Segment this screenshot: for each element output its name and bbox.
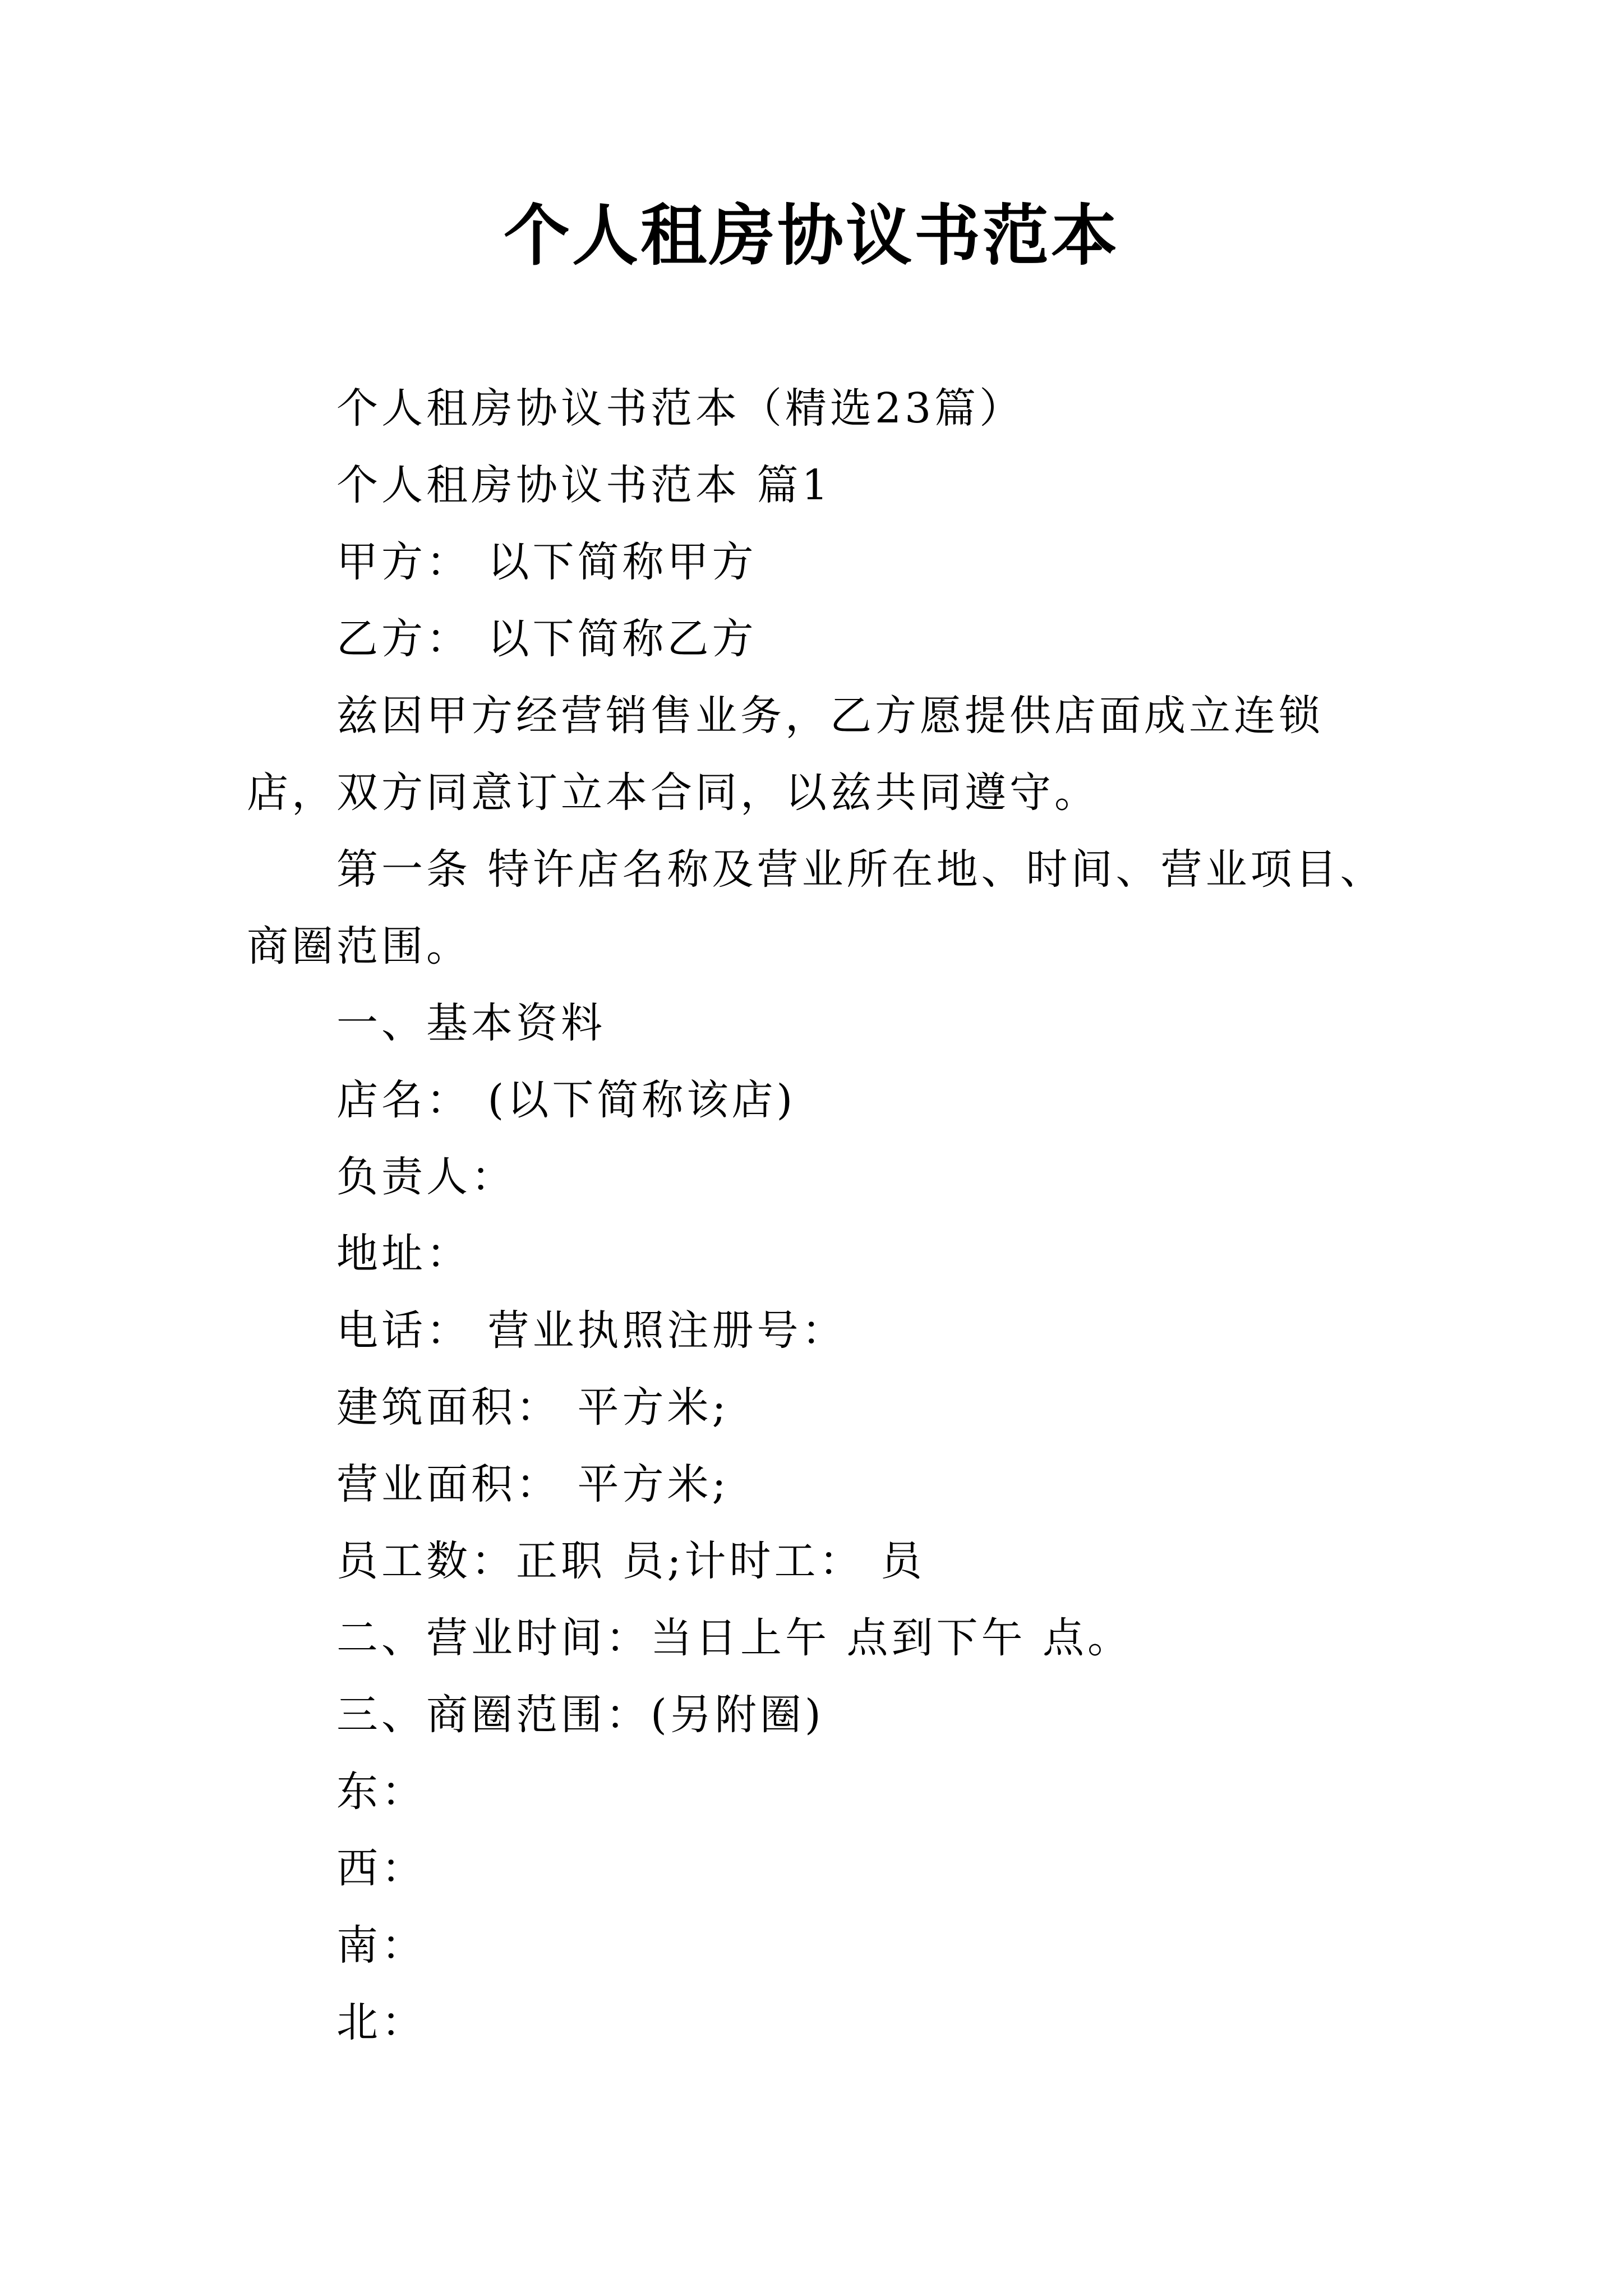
paragraph-basic-info-heading: 一、基本资料: [336, 999, 606, 1047]
paragraph-staff-count: 员工数：正职 员;计时工： 员: [336, 1537, 925, 1585]
paragraph-manager: 负责人：: [336, 1153, 516, 1201]
paragraph-store-name: 店名： (以下简称该店): [336, 1076, 796, 1124]
paragraph-party-b: 乙方： 以下简称乙方: [336, 615, 757, 663]
paragraph-party-a: 甲方： 以下简称甲方: [336, 538, 757, 586]
paragraph-trade-area: 三、商圈范围：(另附圈): [336, 1691, 824, 1739]
paragraph-subtitle: 个人租房协议书范本（精选23篇）: [336, 384, 1025, 432]
paragraph-east: 东：: [336, 1768, 426, 1816]
document-body: [247, 370, 1385, 2061]
paragraph-business-hours: 二、营业时间：当日上午 点到下午 点。: [336, 1614, 1133, 1662]
paragraph-section-heading: 个人租房协议书范本 篇1: [336, 461, 832, 509]
paragraph-west: 西：: [336, 1844, 426, 1893]
paragraph-address: 地址：: [336, 1230, 471, 1278]
document-title: 个人租房协议书范本: [503, 196, 1119, 274]
paragraph-phone-license: 电话： 营业执照注册号：: [336, 1306, 847, 1355]
paragraph-building-area: 建筑面积： 平方米;: [336, 1383, 730, 1432]
paragraph-article-1: 第一条 特许店名称及营业所在地、时间、营业项目、商圈范围。: [247, 845, 1385, 970]
paragraph-preamble: 兹因甲方经营销售业务，乙方愿提供店面成立连锁店，双方同意订立本合同，以兹共同遵守。: [247, 692, 1324, 817]
paragraph-business-area: 营业面积： 平方米;: [336, 1460, 730, 1508]
paragraph-north: 北：: [336, 1998, 426, 2046]
paragraph-south: 南：: [336, 1921, 426, 1970]
